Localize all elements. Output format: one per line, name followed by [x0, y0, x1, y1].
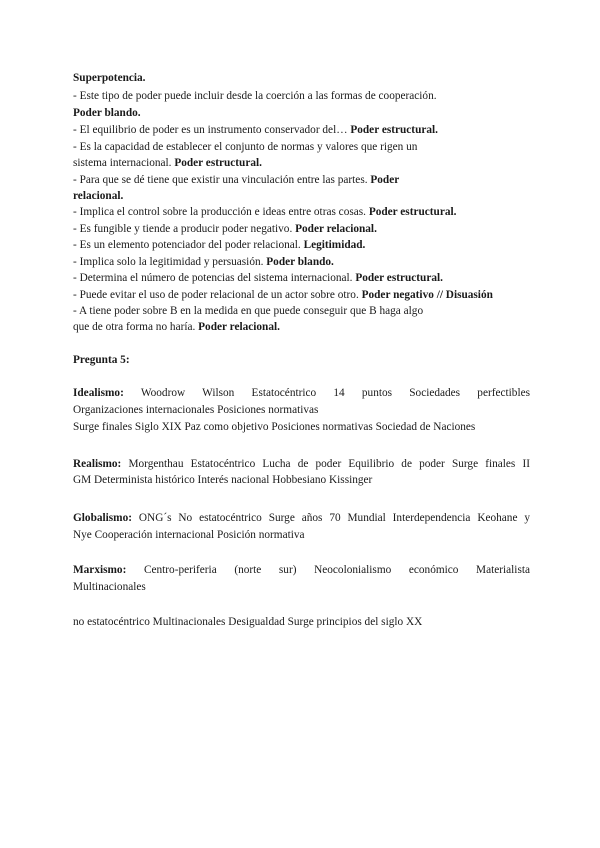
text-line — [73, 254, 334, 270]
text-line — [73, 204, 456, 220]
text-span: - Para que se dé tiene que existir una vinculación entre las partes. — [73, 174, 371, 186]
text-line — [73, 287, 493, 303]
globalismo-line-2: Nye Cooperación internacional Posición normativa — [73, 529, 305, 541]
answer-bold: Poder relacional. — [198, 321, 280, 333]
text-line — [73, 172, 399, 188]
marxismo-label: Marxismo: — [73, 564, 127, 576]
text-span: - Determina el número de potencias del sistema internacional. — [73, 272, 356, 284]
answer-bold: Legitimidad. — [303, 239, 366, 251]
globalismo-label: Globalismo: — [73, 512, 132, 524]
text-span: sistema internacional. — [73, 157, 175, 169]
answer-bold: Poder estructural. — [174, 157, 262, 169]
realismo-label: Realismo: — [73, 458, 122, 470]
text-span: - Puede evitar el uso de poder relacional de un actor sobre otro. — [73, 289, 362, 301]
text-span: - Es un elemento potenciador del poder relacional. — [73, 239, 304, 251]
answer-bold: Poder negativo // Disuasión — [361, 289, 493, 301]
idealismo-line-2: Organizaciones internacionales Posiciones normativas — [73, 404, 319, 416]
idealismo-line-1 — [73, 385, 530, 401]
text-line — [73, 319, 280, 335]
answer-bold: relacional. — [73, 190, 124, 202]
text-span: Woodrow Wilson Estatocéntrico 14 puntos Sociedades perfectibles — [123, 387, 530, 399]
idealismo-line-3: Surge finales Siglo XIX Paz como objetivo Posiciones normativas Sociedad de Naciones — [73, 421, 476, 433]
text-span: Morgenthau Estatocéntrico Lucha de poder Equilibrio de poder Surge finales II — [121, 458, 530, 470]
text-line: - Este tipo de poder puede incluir desde la coerción a las formas de cooperación. — [73, 90, 437, 102]
text-span: Centro-periferia (norte sur) Neocolonialismo económico Materialista — [126, 564, 530, 576]
text-span: ONG´s No estatocéntrico Surge años 70 Mundial Interdependencia Keohane y — [132, 512, 530, 524]
text-line — [73, 122, 438, 138]
text-span: - Implica el control sobre la producción e ideas entre otras cosas. — [73, 206, 369, 218]
heading-superpotencia: Superpotencia. — [73, 72, 146, 84]
text-span: - Es fungible y tiende a producir poder negativo. — [73, 223, 296, 235]
text-span: que de otra forma no haría. — [73, 321, 199, 333]
text-line — [73, 221, 377, 237]
heading-poder-blando: Poder blando. — [73, 107, 141, 119]
globalismo-line-1 — [73, 510, 530, 526]
text-span: - Implica solo la legitimidad y persuasión. — [73, 256, 267, 268]
answer-bold: Poder estructural. — [355, 272, 443, 284]
realismo-line-1 — [73, 456, 530, 472]
marxismo-line-1 — [73, 562, 530, 578]
idealismo-label: Idealismo: — [73, 387, 124, 399]
text-line: - Es la capacidad de establecer el conjunto de normas y valores que rigen un — [73, 141, 418, 153]
text-line — [73, 270, 443, 286]
realismo-line-2: GM Determinista histórico Interés nacional Hobbesiano Kissinger — [73, 474, 373, 486]
answer-bold: Poder estructural. — [368, 206, 457, 218]
text-span: - El equilibrio de poder es un instrumento conservador del… — [73, 124, 351, 136]
answer-bold: Poder — [370, 174, 400, 186]
marxismo-line-2: Multinacionales — [73, 581, 146, 593]
answer-bold: Poder estructural. — [350, 124, 438, 136]
text-line: - A tiene poder sobre B en la medida en que puede conseguir que B haga algo — [73, 305, 424, 317]
text-line — [73, 155, 262, 171]
text-line — [73, 237, 365, 253]
answer-bold: Poder blando. — [266, 256, 334, 268]
answer-bold: Poder relacional. — [295, 223, 377, 235]
heading-pregunta-5: Pregunta 5: — [73, 354, 130, 366]
marxismo-extra-line: no estatocéntrico Multinacionales Desigualdad Surge principios del siglo XX — [73, 616, 423, 628]
